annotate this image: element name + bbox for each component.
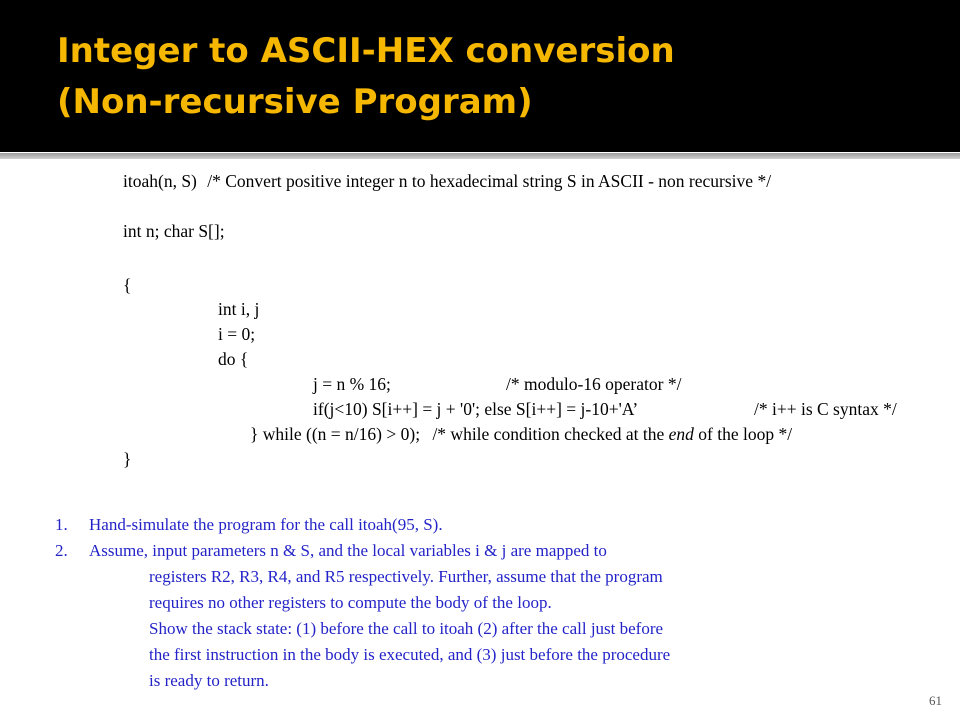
title-divider [0, 153, 960, 159]
task-item-1-text: Hand-simulate the program for the call itoah(95, S). [89, 515, 443, 534]
task-item-1-number: 1. [55, 515, 68, 534]
slide-title-line-2: (Non-recursive Program) [57, 82, 533, 122]
code-line-close-brace: } [123, 449, 132, 469]
code-line-declaration: int n; char S[]; [123, 221, 225, 241]
code-line-mod: j = n % 16; [313, 374, 391, 394]
slide-title-line-1: Integer to ASCII-HEX conversion [57, 31, 675, 71]
while-comment-emphasis: end [668, 424, 694, 444]
code-line-locals: int i, j [218, 299, 260, 319]
code-comment-mod: /* modulo-16 operator */ [506, 374, 682, 394]
code-line-do: do { [218, 349, 249, 369]
task-item-2-line-2: registers R2, R3, R4, and R5 respectively. Further, assume that the program [149, 567, 663, 586]
task-item-2-line-3: requires no other registers to compute the body of the loop. [149, 593, 552, 612]
while-statement: } while ((n = n/16) > 0); [250, 424, 421, 444]
code-line-if: if(j<10) S[i++] = j + '0'; else S[i++] = j-10+'A’ [313, 399, 639, 419]
code-line-signature [123, 170, 771, 192]
task-item-2-number: 2. [55, 541, 68, 560]
while-comment [432, 424, 792, 444]
task-item-2-line-6: is ready to return. [149, 671, 269, 690]
code-line-open-brace: { [123, 275, 132, 295]
code-comment-if: /* i++ is C syntax */ [754, 399, 897, 419]
signature-comment: /* Convert positive integer n to hexadecimal string S in ASCII - non recursive */ [207, 171, 772, 191]
code-line-init: i = 0; [218, 324, 256, 344]
title-bar [0, 0, 960, 152]
task-item-2-line-4: Show the stack state: (1) before the call to itoah (2) after the call just before [149, 619, 664, 638]
task-item-2-line-1: Assume, input parameters n & S, and the local variables i & j are mapped to [89, 541, 607, 560]
while-comment-end: of the loop */ [693, 424, 793, 444]
code-line-while [250, 423, 792, 445]
page-number: 61 [929, 693, 942, 708]
task-item-2-line-5: the first instruction in the body is executed, and (3) just before the procedure [149, 645, 671, 664]
function-signature: itoah(n, S) [123, 171, 197, 191]
while-comment-start: /* while condition checked at the [432, 424, 669, 444]
